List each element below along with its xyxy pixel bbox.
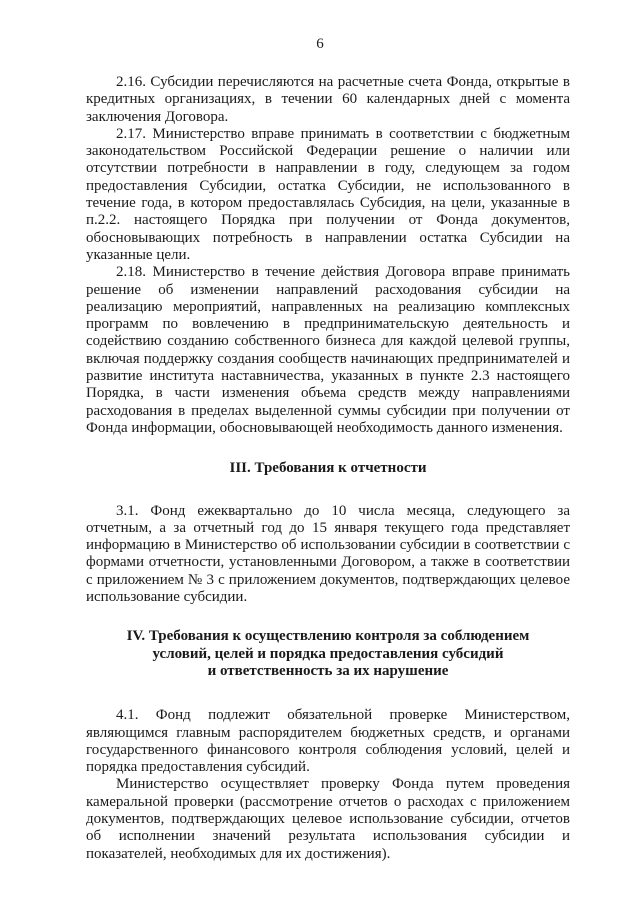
paragraph-2-18: 2.18. Министерство в течение действия Договора вправе принимать решение об изменении направлений расходования субсидии на реализацию мероприятий, направленных на реализацию комплексных программ по вовлечению в предпринимательскую деятельность и содействию созданию собственного бизнеса для каждой целевой группы, включая поддержку создания сообществ начинающих предпринимателей и развитие института наставничества, указанных в пункте 2.3 настоящего Порядка, в части изменения объема средств между направлениями расходования в пределах выделенной суммы субсидии при получении от Фонда информации, обосновывающей необходимость данного изменения. <box>86 264 570 436</box>
paragraph-4-1-continued: Министерство осуществляет проверку Фонда путем проведения камеральной проверки (рассмотрение отчетов о расходах с приложением документов, подтверждающих целевое использование субсидии, отчетов об исполнении значений результата использования субсидии и показателей, необходимых для их достижения). <box>86 776 570 862</box>
paragraph-2-16: 2.16. Субсидии перечисляются на расчетные счета Фонда, открытые в кредитных организациях, в течении 60 календарных дней с момента заключения Договора. <box>86 74 570 125</box>
section-heading-3-text: III. Требования к отчетности <box>229 460 427 477</box>
paragraph-3-1: 3.1. Фонд ежеквартально до 10 числа месяца, следующего за отчетным, а за отчетный год до 15 января текущего года представляет информацию в Министерство об использовании субсидии в соответствии с формами отчетности, установленными Договором, а также в соответствии с приложением № 3 с приложением документов, подтверждающих целевое использование субсидии. <box>86 502 570 606</box>
paragraph-4-1: 4.1. Фонд подлежит обязательной проверке Министерством, являющимся главным распорядителем бюджетных средств, и органами государственного финансового контроля соблюдения условий, целей и порядка предоставления субсидий. <box>86 707 570 776</box>
section-heading-3 <box>86 460 570 477</box>
section-heading-4-line1: IV. Требования к осуществлению контроля за соблюдением <box>126 628 530 645</box>
page-number: 6 <box>316 36 324 52</box>
section-heading-4 <box>86 628 570 680</box>
section-heading-4-line2: условий, целей и порядка предоставления субсидий <box>152 645 504 662</box>
paragraph-2-17: 2.17. Министерство вправе принимать в соответствии с бюджетным законодательством Российской Федерации решение о наличии или отсутствии потребности в направлении в году, следующем за годом предоставления Субсидии, остатка Субсидии, не использованного в течение года, в котором предоставлялась Субсидия, на цели, указанные в п.2.2. настоящего Порядка при получении от Фонда документов, обосновывающих потребность в направлении остатка Субсидии на указанные цели. <box>86 125 570 263</box>
document-body <box>86 74 570 863</box>
section-heading-4-line3: и ответственность за их нарушение <box>207 662 449 679</box>
